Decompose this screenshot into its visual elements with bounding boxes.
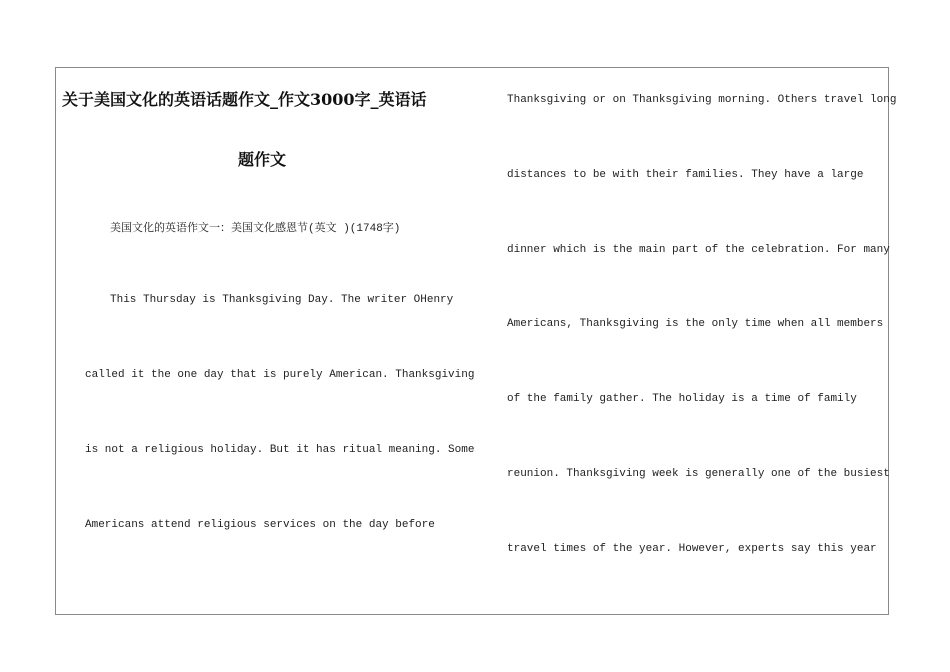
right-text-line-4: Americans, Thanksgiving is the only time when all members xyxy=(507,318,884,330)
article-subtitle: 美国文化的英语作文一：美国文化感恩节(英文 )(1748字) xyxy=(110,223,401,235)
left-text-line-2: called it the one day that is purely American. Thanksgiving xyxy=(85,369,475,381)
document-title-line-1: 关于美国文化的英语话题作文_作文3000字_英语话 xyxy=(62,90,427,109)
left-text-line-4: Americans attend religious services on the day before xyxy=(85,519,435,531)
right-text-line-1: Thanksgiving or on Thanksgiving morning. Others travel long xyxy=(507,94,897,106)
right-text-line-7: travel times of the year. However, experts say this year xyxy=(507,543,877,555)
left-text-line-1: This Thursday is Thanksgiving Day. The writer OHenry xyxy=(110,294,454,306)
right-text-line-6: reunion. Thanksgiving week is generally one of the busiest xyxy=(507,468,890,480)
left-column xyxy=(62,88,472,169)
document-title-line-2: 题作文 xyxy=(237,150,286,169)
left-text-line-3: is not a religious holiday. But it has ritual meaning. Some xyxy=(85,444,475,456)
right-text-line-3: dinner which is the main part of the celebration. For many xyxy=(507,244,890,256)
right-text-line-5: of the family gather. The holiday is a time of family xyxy=(507,393,857,405)
right-text-line-2: distances to be with their families. They have a large xyxy=(507,169,864,181)
